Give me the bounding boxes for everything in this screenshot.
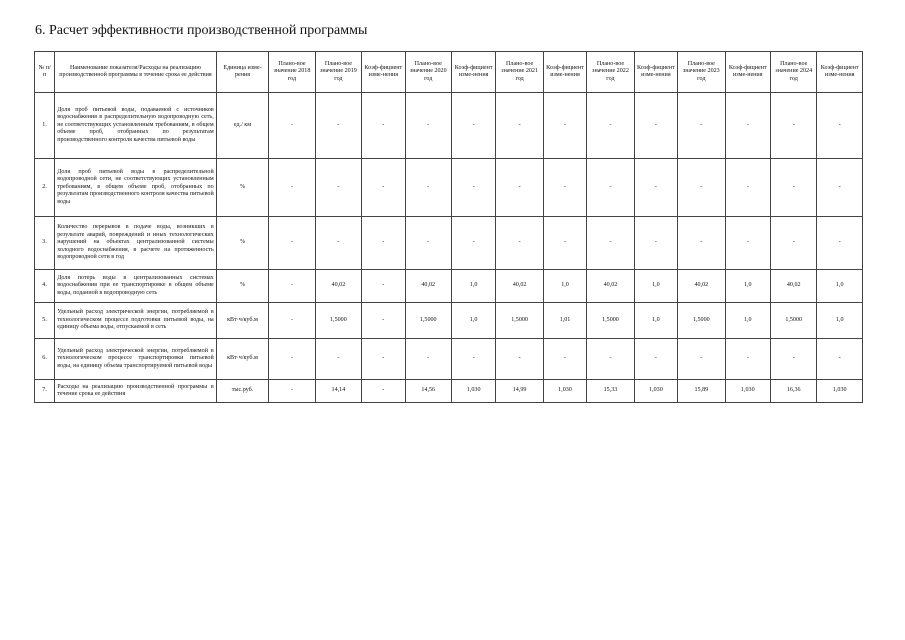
indicator-name: Доля проб питьевой воды в распределительной водопроводной сети, не соответствующих установленным требованиям, в общем объеме проб, отобранных по результатам производственного контроля качества питьевой воды [55,159,217,217]
table-row [35,159,863,217]
value-cell: 1,030 [543,380,586,403]
efficiency-table [34,51,863,403]
value-cell: 40,02 [678,270,725,303]
value-cell: 1,0 [451,270,495,303]
table-row [35,380,863,403]
value-cell: 1,01 [543,303,586,339]
unit-cell: % [216,159,269,217]
value-cell: - [496,159,543,217]
table-row [35,93,863,159]
value-cell: - [817,159,863,217]
indicator-name: Удельный расход электрической энергии, потребляемой в технологическом процессе транспортировки питьевой воды, на единицу объема транспортируемой питьевой воды [55,339,217,380]
value-cell: - [725,217,770,270]
unit-cell: % [216,270,269,303]
value-cell: - [269,270,315,303]
value-cell: 1,5000 [315,303,361,339]
value-cell: - [770,217,816,270]
value-cell: 1,0 [817,303,863,339]
value-cell: - [496,339,543,380]
value-cell: - [725,93,770,159]
value-cell: - [405,217,451,270]
value-cell: 1,0 [543,270,586,303]
column-header: Единица изме-рения [216,52,269,93]
row-number: 6. [35,339,55,380]
value-cell: - [315,339,361,380]
value-cell: 1,5000 [678,303,725,339]
value-cell: 1,030 [725,380,770,403]
value-cell: - [725,339,770,380]
value-cell: 1,5000 [405,303,451,339]
value-cell: - [817,93,863,159]
value-cell: 1,030 [634,380,677,403]
table-row [35,303,863,339]
value-cell: 1,0 [634,303,677,339]
value-cell: - [587,93,634,159]
column-header: Наименование показателя/Расходы на реализацию производственной программы в течение срока ее действия [55,52,217,93]
value-cell: - [362,217,405,270]
column-header: Коэф-фициент изме-нения [543,52,586,93]
column-header: Коэф-фициент изме-нения [725,52,770,93]
column-header: Коэф-фициент изме-нения [634,52,677,93]
value-cell: 15,33 [587,380,634,403]
value-cell: - [269,303,315,339]
column-header: Плано-вое значение 2018 год [269,52,315,93]
value-cell: - [315,217,361,270]
value-cell: - [451,93,495,159]
value-cell: - [817,217,863,270]
indicator-name: Расходы на реализацию производственной программы в течение срока ее действия [55,380,217,403]
column-header: Плано-вое значение 2023 год [678,52,725,93]
value-cell: 16,36 [770,380,816,403]
value-cell: - [634,93,677,159]
value-cell: 14,56 [405,380,451,403]
value-cell: 1,0 [451,303,495,339]
column-header: Плано-вое значение 2024 год [770,52,816,93]
value-cell: - [269,339,315,380]
value-cell: 1,5000 [770,303,816,339]
value-cell: - [543,339,586,380]
value-cell: - [496,93,543,159]
value-cell: - [362,270,405,303]
value-cell: - [678,93,725,159]
column-header: Коэф-фициент изме-нения [451,52,495,93]
value-cell: - [269,93,315,159]
value-cell: - [405,339,451,380]
value-cell: 1,0 [725,270,770,303]
value-cell: - [315,93,361,159]
value-cell: - [770,159,816,217]
value-cell: 1,030 [451,380,495,403]
value-cell: - [543,93,586,159]
value-cell: - [587,217,634,270]
value-cell: - [451,217,495,270]
value-cell: - [770,339,816,380]
row-number: 5. [35,303,55,339]
table-row [35,270,863,303]
header-row [35,52,863,93]
column-header: Плано-вое значение 2021 год [496,52,543,93]
unit-cell: кВт·ч/куб.м [216,339,269,380]
column-header: Плано-вое значение 2022 год [587,52,634,93]
table-row [35,339,863,380]
value-cell: - [269,217,315,270]
indicator-name: Доля проб питьевой воды, подаваемой с источников водоснабжения в распределительную водопроводную сеть, не соответствующих установленным требованиям, в общем объеме проб, отобранных по результатам производственного контроля качества питьевой воды [55,93,217,159]
value-cell: - [451,159,495,217]
value-cell: - [269,159,315,217]
value-cell: 40,02 [405,270,451,303]
row-number: 1. [35,93,55,159]
indicator-name: Доля потерь воды в централизованных системах водоснабжения при ее транспортировке в общем объеме воды, поданной в водопроводную сеть [55,270,217,303]
value-cell: - [269,380,315,403]
value-cell: - [678,217,725,270]
value-cell: - [817,339,863,380]
column-header: № п/п [35,52,55,93]
table-header [35,52,863,93]
value-cell: 14,14 [315,380,361,403]
value-cell: - [587,159,634,217]
value-cell: - [678,159,725,217]
document-heading: 6. Расчет эффективности производственной программы [35,23,368,38]
value-cell: - [678,339,725,380]
row-number: 3. [35,217,55,270]
row-number: 2. [35,159,55,217]
value-cell: - [543,159,586,217]
column-header: Плано-вое значение 2020 год [405,52,451,93]
value-cell: - [634,159,677,217]
value-cell: - [496,217,543,270]
column-header: Коэф-фициент изме-нения [817,52,863,93]
indicator-name: Удельный расход электрической энергии, потребляемой в технологическом процессе подготовки питьевой воды, на единицу объема воды, отпускаемой в сеть [55,303,217,339]
value-cell: 40,02 [770,270,816,303]
value-cell: 1,0 [725,303,770,339]
value-cell: 1,5000 [496,303,543,339]
indicator-name: Количество перерывов в подаче воды, возникших в результате аварий, повреждений и иных технологических нарушений на объектах централизованной системы холодного водоснабжения, в расчете на протяженность водопроводной сети в год [55,217,217,270]
table-row [35,217,863,270]
value-cell: 40,02 [315,270,361,303]
value-cell: 40,02 [587,270,634,303]
column-header: Плано-вое значение 2019 год [315,52,361,93]
value-cell: 1,5000 [587,303,634,339]
value-cell: - [362,93,405,159]
value-cell: 1,0 [634,270,677,303]
row-number: 7. [35,380,55,403]
unit-cell: тыс.руб. [216,380,269,403]
unit-cell: ед./ км [216,93,269,159]
value-cell: - [451,339,495,380]
column-header: Коэф-фициент изме-нения [362,52,405,93]
table-body [35,93,863,403]
value-cell: - [634,339,677,380]
value-cell: - [362,159,405,217]
value-cell: - [405,93,451,159]
value-cell: - [543,217,586,270]
value-cell: - [405,159,451,217]
value-cell: - [725,159,770,217]
value-cell: - [315,159,361,217]
row-number: 4. [35,270,55,303]
value-cell: - [362,303,405,339]
value-cell: - [362,380,405,403]
value-cell: 40,02 [496,270,543,303]
value-cell: - [634,217,677,270]
unit-cell: % [216,217,269,270]
value-cell: 14,99 [496,380,543,403]
value-cell: 1,0 [817,270,863,303]
value-cell: - [362,339,405,380]
value-cell: - [770,93,816,159]
unit-cell: кВт·ч/куб.м [216,303,269,339]
value-cell: - [587,339,634,380]
value-cell: 1,030 [817,380,863,403]
value-cell: 15,89 [678,380,725,403]
